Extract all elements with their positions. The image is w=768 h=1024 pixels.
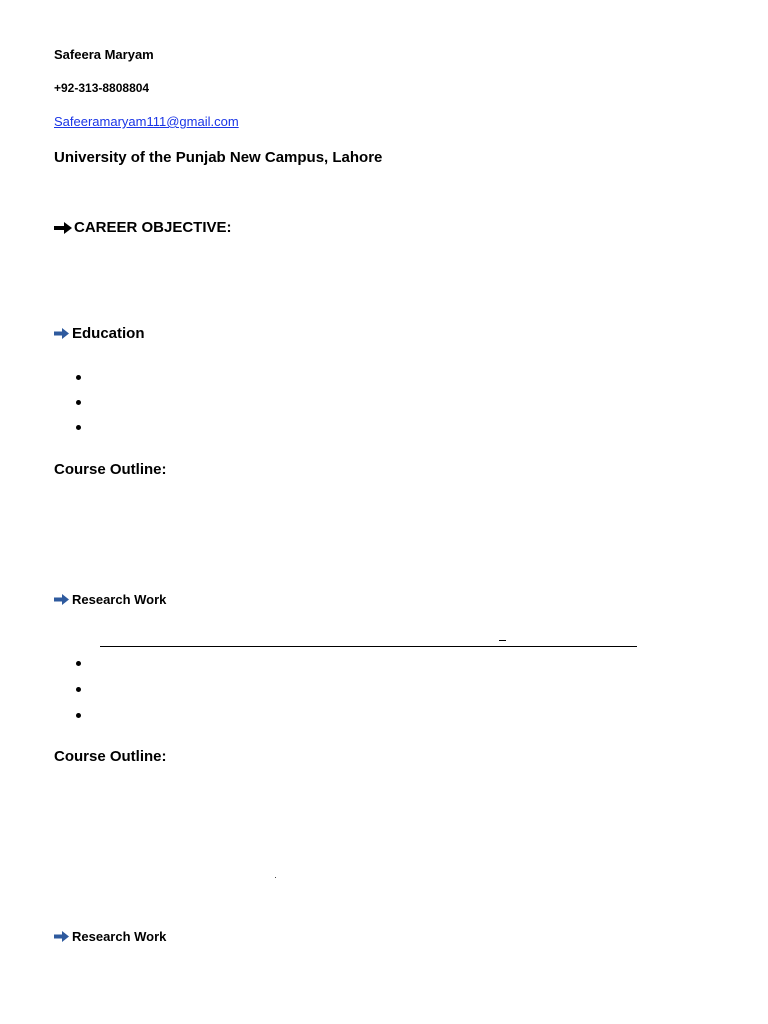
research-bullet-3: [76, 713, 81, 718]
research-work-label: Research Work: [72, 592, 167, 607]
email-link[interactable]: Safeeramaryam111@gmail.com: [54, 114, 239, 129]
research-work-label-2: Research Work: [72, 929, 167, 944]
education-bullet-2: [76, 400, 81, 405]
career-objective-label: CAREER OBJECTIVE:: [74, 219, 232, 236]
right-arrow-icon: [54, 221, 73, 235]
blue-right-arrow-icon: [54, 593, 70, 606]
university-name: University of the Punjab New Campus, Lahore: [54, 149, 383, 166]
education-bullet-3: [76, 425, 81, 430]
applicant-name: Safeera Maryam: [54, 47, 154, 62]
career-objective-heading: [54, 219, 232, 236]
blue-right-arrow-icon: [54, 930, 70, 943]
blue-right-arrow-icon: [54, 327, 70, 340]
research-work-heading-2: [54, 929, 166, 944]
course-outline-heading-2: Course Outline:: [54, 748, 167, 765]
horizontal-rule: [100, 646, 637, 647]
stray-dot: [275, 877, 276, 878]
research-work-heading: [54, 592, 166, 607]
underscore-mark: [499, 640, 506, 641]
course-outline-heading: Course Outline:: [54, 461, 167, 478]
education-label: Education: [72, 325, 145, 342]
phone-number: +92-313-8808804: [54, 81, 150, 95]
research-bullet-2: [76, 687, 81, 692]
education-heading: [54, 325, 145, 342]
education-bullet-1: [76, 375, 81, 380]
research-bullet-1: [76, 661, 81, 666]
